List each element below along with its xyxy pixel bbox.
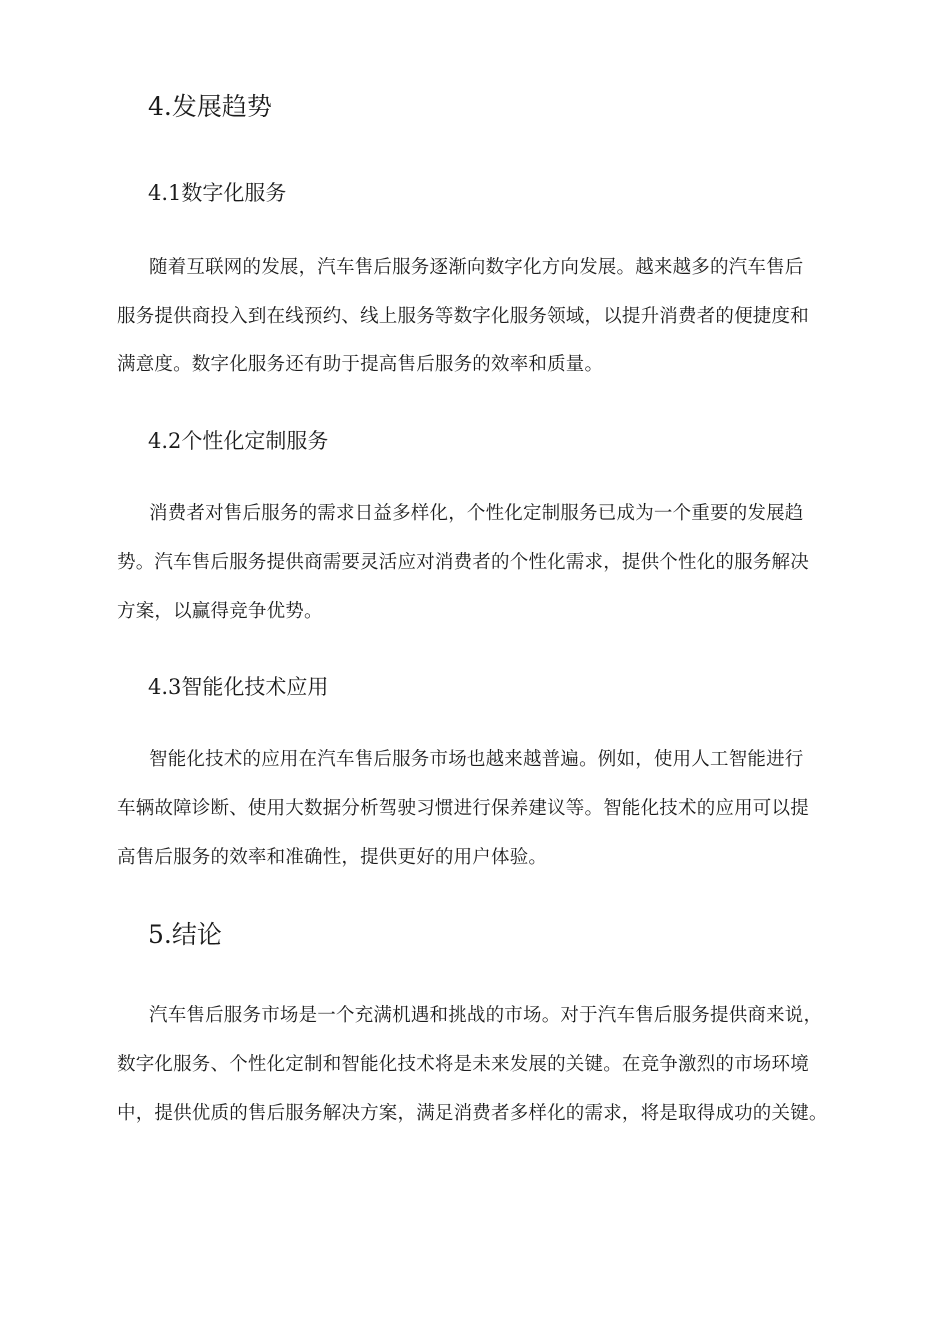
- paragraph-line: 中，提供优质的售后服务解决方案，满足消费者多样化的需求，将是取得成功的关键。: [117, 1103, 828, 1124]
- subsection-heading-4-3: 4.3智能化技术应用: [148, 675, 329, 699]
- paragraph-line: 智能化技术的应用在汽车售后服务市场也越来越普遍。例如，使用人工智能进行: [149, 749, 804, 770]
- paragraph-line: 方案，以赢得竞争优势。: [117, 601, 323, 622]
- paragraph-line: 势。汽车售后服务提供商需要灵活应对消费者的个性化需求，提供个性化的服务解决: [117, 552, 809, 573]
- paragraph-line: 车辆故障诊断、使用大数据分析驾驶习惯进行保养建议等。智能化技术的应用可以提: [117, 798, 809, 819]
- subsection-heading-4-1: 4.1数字化服务: [148, 181, 287, 205]
- subsection-heading-4-2: 4.2个性化定制服务: [148, 429, 329, 453]
- paragraph-line: 随着互联网的发展，汽车售后服务逐渐向数字化方向发展。越来越多的汽车售后: [149, 257, 804, 278]
- section-heading-5: 5.结论: [148, 920, 222, 949]
- paragraph-line: 消费者对售后服务的需求日益多样化，个性化定制服务已成为一个重要的发展趋: [149, 503, 804, 524]
- section-heading-4: 4.发展趋势: [148, 92, 272, 121]
- paragraph-line: 高售后服务的效率和准确性，提供更好的用户体验。: [117, 847, 548, 868]
- paragraph-line: 数字化服务、个性化定制和智能化技术将是未来发展的关键。在竞争激烈的市场环境: [117, 1054, 809, 1075]
- paragraph-line: 满意度。数字化服务还有助于提高售后服务的效率和质量。: [117, 354, 604, 375]
- paragraph-line: 服务提供商投入到在线预约、线上服务等数字化服务领域，以提升消费者的便捷度和: [117, 306, 809, 327]
- paragraph-line: 汽车售后服务市场是一个充满机遇和挑战的市场。对于汽车售后服务提供商来说，: [149, 1005, 823, 1026]
